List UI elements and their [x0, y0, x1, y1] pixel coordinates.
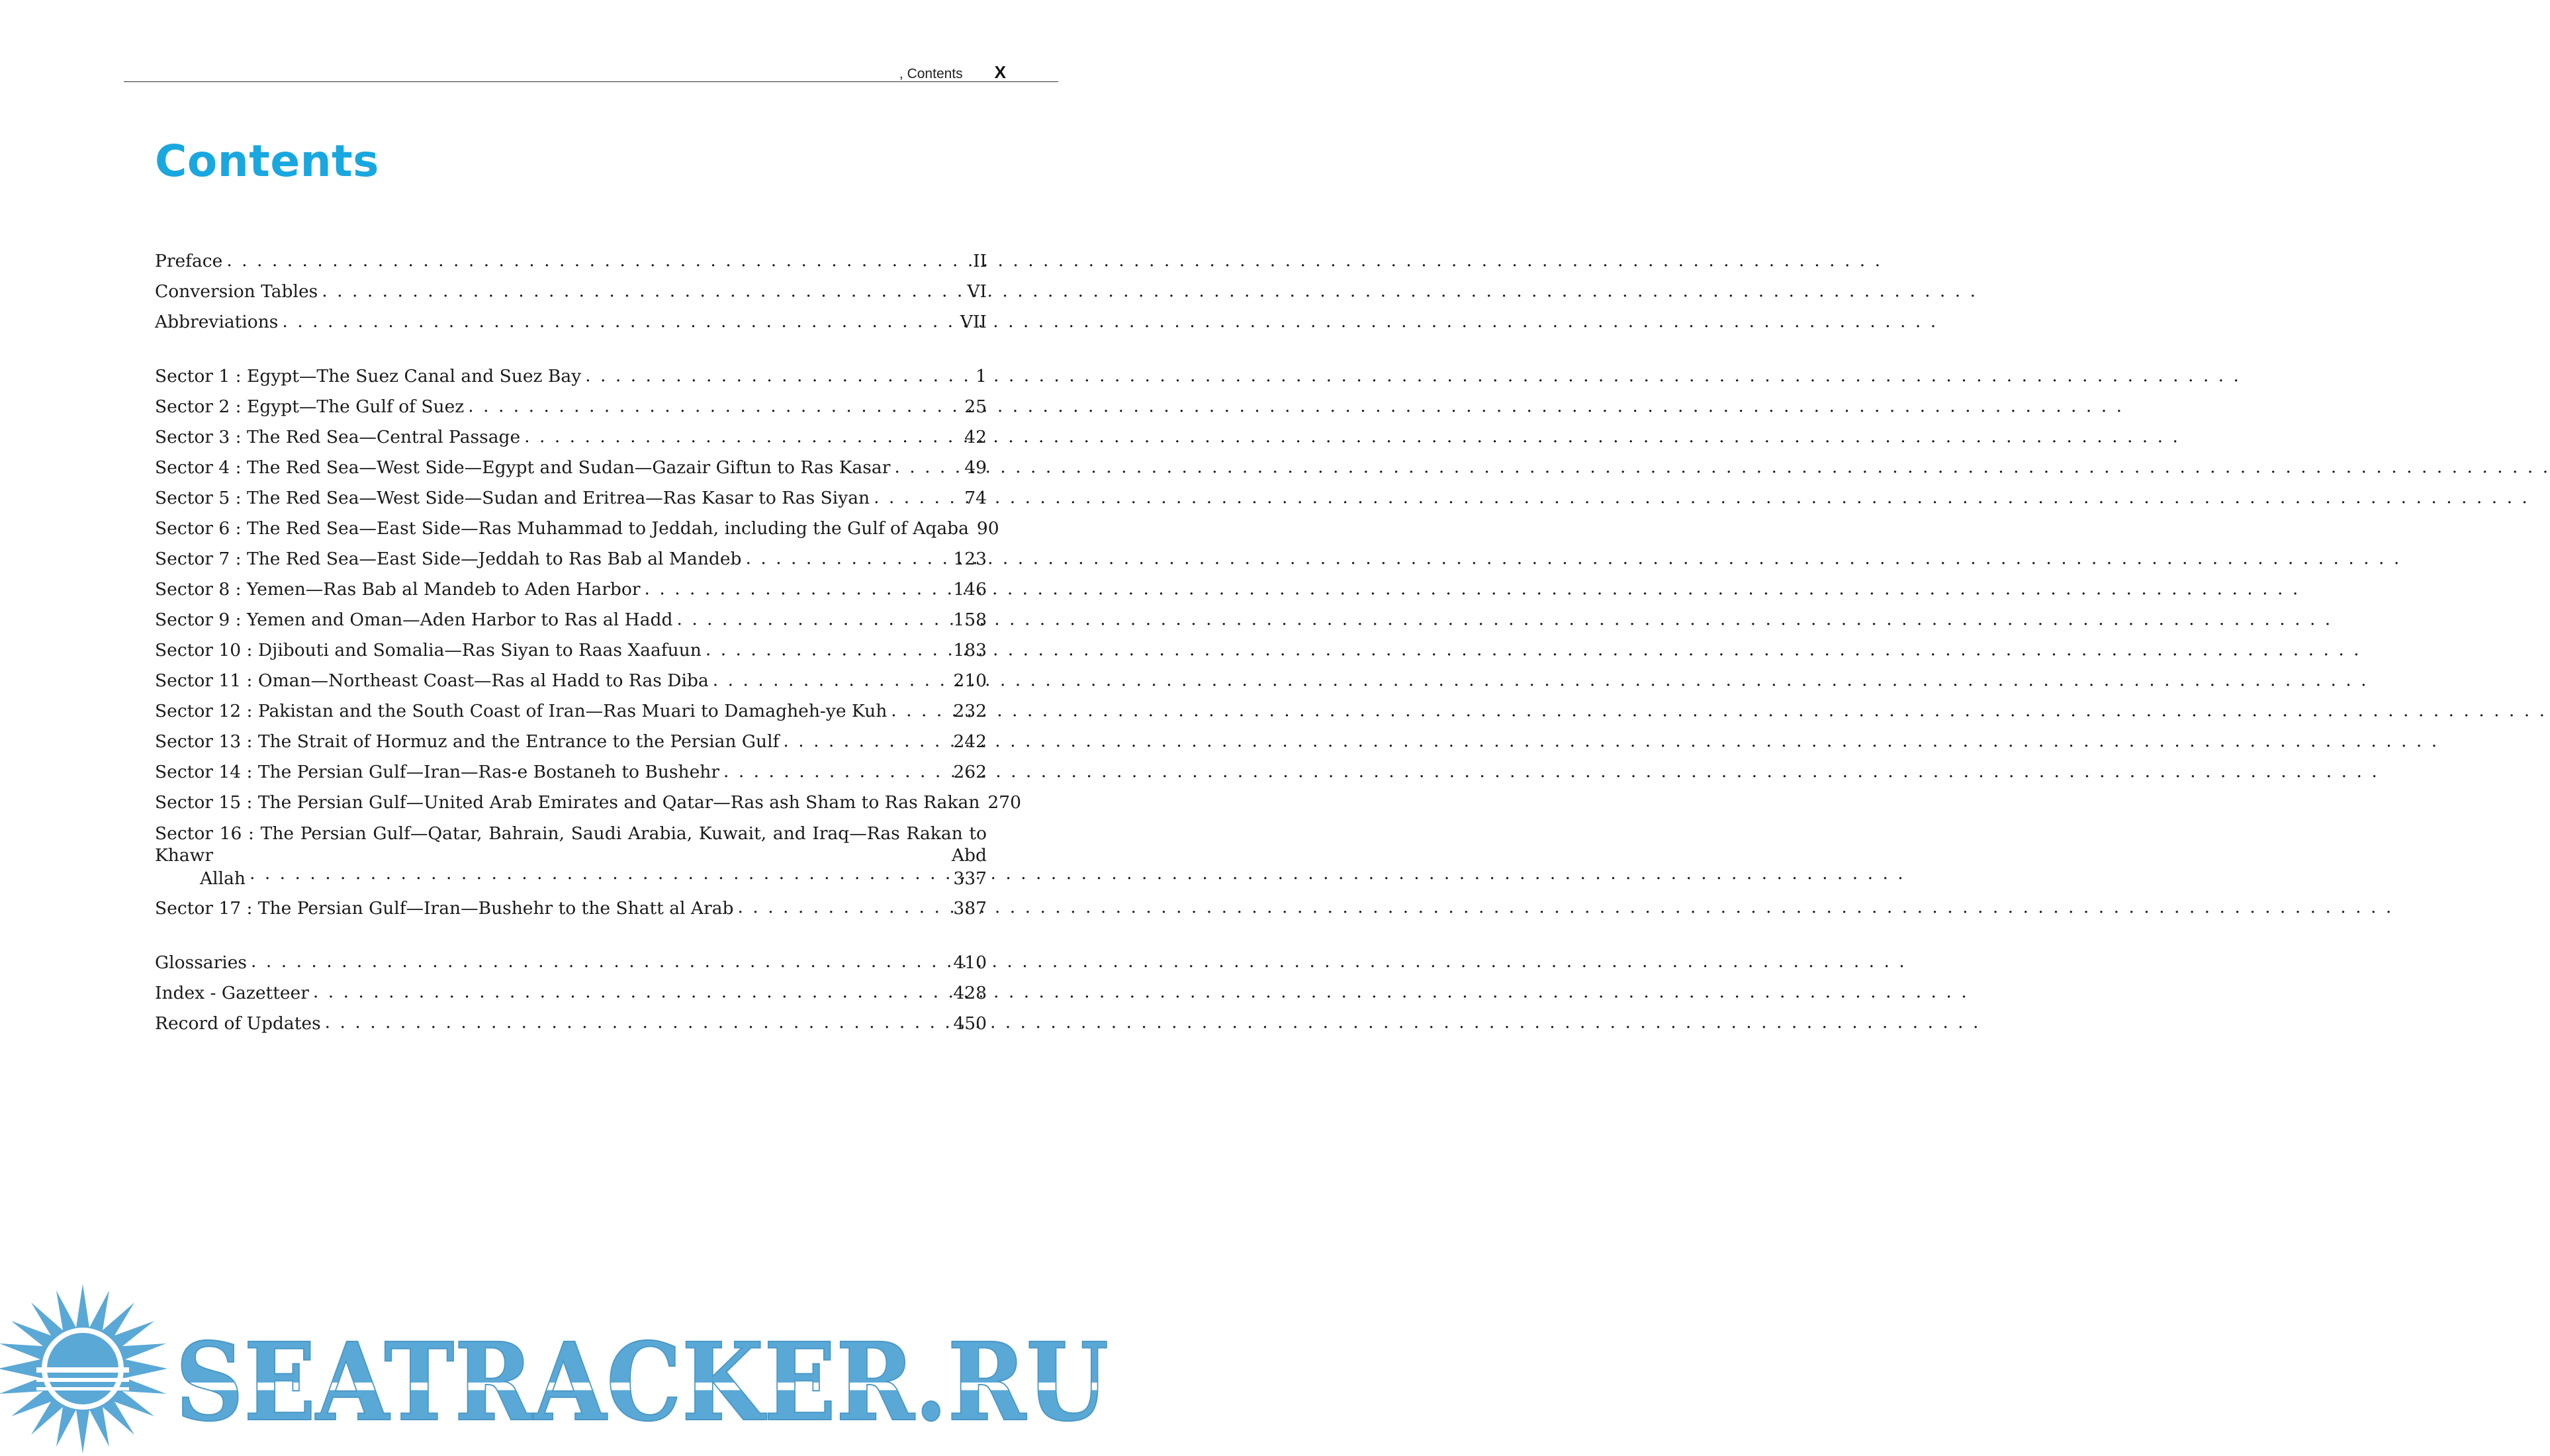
toc-entry-page: 123 [953, 549, 987, 569]
toc-entry-index-gazetteer[interactable] [155, 978, 987, 1009]
toc-entry-label: Sector 5 : The Red Sea—West Side—Sudan and Eritrea—Ras Kasar to Ras Siyan [155, 488, 870, 508]
toc-entry-page: 450 [953, 1013, 987, 1034]
toc-entry-sector-2[interactable] [155, 392, 987, 422]
toc-entry-sector-8[interactable] [155, 574, 987, 605]
toc-entry-sector-15[interactable] [155, 788, 1021, 818]
toc-entry-sector-9[interactable] [155, 605, 987, 635]
toc-entry-page: 232 [953, 701, 987, 721]
dot-leader [706, 639, 950, 657]
toc-entry-page: 410 [953, 952, 987, 973]
toc-entry-page: 183 [953, 640, 987, 660]
toc-entry-sector-17[interactable] [155, 893, 987, 924]
toc-entry-page: 428 [953, 982, 987, 1003]
running-title: , Contents [899, 66, 963, 81]
toc-entry-label: Preface [155, 251, 223, 271]
toc-entry-page: 74 [964, 488, 987, 508]
dot-leader [874, 486, 960, 504]
toc-entry-page: VII [960, 312, 987, 332]
toc-entry-sector-10[interactable] [155, 635, 987, 666]
dot-leader [313, 981, 950, 999]
toc-entry-page: 1 [976, 366, 987, 387]
watermark-text: SEATRACKER.RU [175, 1320, 1109, 1445]
toc-entry-page: 49 [964, 457, 987, 478]
dot-leader [891, 700, 949, 717]
dot-leader [645, 578, 950, 596]
dot-leader [738, 896, 950, 914]
dot-leader [251, 950, 949, 968]
toc-entry-page: 210 [953, 670, 987, 691]
toc-entry-label: Abbreviations [155, 312, 279, 332]
toc-entry-label: Sector 9 : Yemen and Oman—Aden Harbor to Ras al Hadd [155, 610, 673, 630]
toc-entry-page: 42 [964, 427, 987, 447]
toc-entry-label: Sector 15 : The Persian Gulf—United Arab Emirates and Qatar—Ras ash Sham to Ras Rakan [155, 792, 980, 813]
toc-entry-label: Index - Gazetteer [155, 982, 309, 1003]
toc-entry-page: II [973, 251, 987, 271]
toc-entry-label-line1: Sector 16 : The Persian Gulf—Qatar, Bahrain, Saudi Arabia, Kuwait, and Iraq—Ras Rakan to Khawr Abd [155, 823, 987, 866]
toc-entry-page: 242 [953, 731, 987, 752]
toc-entry-label: Record of Updates [155, 1013, 321, 1034]
toc-entry-label: Sector 6 : The Red Sea—East Side—Ras Muhammad to Jeddah, including the Gulf of Aqaba [155, 518, 969, 539]
toc-entry-label: Sector 2 : Egypt—The Gulf of Suez [155, 396, 465, 417]
toc-entry-glossaries[interactable] [155, 948, 987, 978]
toc-entry-label: Sector 13 : The Strait of Hormuz and the Entrance to the Persian Gulf [155, 731, 780, 752]
toc-entry-label: Sector 1 : Egypt—The Suez Canal and Suez Bay [155, 366, 582, 387]
toc-entry-label: Glossaries [155, 952, 248, 973]
toc-entry-label: Conversion Tables [155, 281, 318, 302]
toc-entry-page: 270 [987, 792, 1021, 813]
toc-entry-page: 90 [976, 518, 999, 539]
dot-leader [746, 547, 950, 565]
toc-entry-line2 [155, 866, 987, 889]
toc-entry-page: 146 [953, 579, 987, 600]
dot-leader [325, 1011, 950, 1029]
watermark [0, 1284, 1125, 1456]
toc-entry-sector-4[interactable] [155, 453, 987, 483]
toc-entry-preface[interactable] [155, 246, 987, 277]
toc-entry-label: Sector 17 : The Persian Gulf—Iran—Bushehr to the Shatt al Arab [155, 897, 734, 919]
toc-entry-label: Sector 14 : The Persian Gulf—Iran—Ras-e Bostaneh to Bushehr [155, 762, 719, 782]
toc-entry-sector-5[interactable] [155, 483, 987, 514]
toc-entry-page: 262 [953, 762, 987, 782]
toc-entry-label: Sector 8 : Yemen—Ras Bab al Mandeb to Aden Harbor [155, 579, 641, 600]
toc-entry-conversion-tables[interactable] [155, 277, 987, 307]
running-head [899, 62, 1006, 83]
toc-back-matter [155, 948, 987, 1039]
dot-leader [322, 280, 963, 298]
toc-entry-label: Sector 4 : The Red Sea—West Side—Egypt and Sudan—Gazair Giftun to Ras Kasar [155, 457, 891, 478]
dot-leader [894, 456, 960, 474]
toc-entry-label: Sector 10 : Djibouti and Somalia—Ras Siyan to Raas Xaafuun [155, 640, 702, 660]
dot-leader [524, 426, 960, 443]
dot-leader [282, 310, 956, 328]
dot-leader [226, 250, 969, 267]
dot-leader [783, 730, 949, 748]
table-of-contents [155, 246, 1021, 1039]
toc-sectors [155, 361, 1021, 924]
toc-entry-sector-16[interactable] [155, 818, 987, 893]
dot-leader [713, 669, 950, 687]
toc-entry-label-line2: Allah [200, 868, 246, 889]
toc-entry-sector-13[interactable] [155, 727, 987, 757]
toc-entry-sector-6[interactable] [155, 514, 999, 544]
toc-entry-label: Sector 11 : Oman—Northeast Coast—Ras al Hadd to Ras Diba [155, 670, 709, 691]
toc-entry-sector-12[interactable] [155, 696, 987, 727]
toc-entry-page: 387 [953, 897, 987, 919]
toc-entry-record-of-updates[interactable] [155, 1009, 987, 1039]
toc-entry-sector-14[interactable] [155, 757, 987, 788]
dot-leader [468, 395, 960, 413]
toc-entry-sector-11[interactable] [155, 666, 987, 696]
dot-leader [250, 866, 949, 884]
page-title: Contents [155, 136, 379, 187]
toc-entry-label: Sector 12 : Pakistan and the South Coast of Iran—Ras Muari to Damagheh-ye Kuh [155, 701, 888, 721]
dot-leader [723, 760, 949, 778]
page-number: X [994, 62, 1006, 82]
toc-entry-label: Sector 3 : The Red Sea—Central Passage [155, 427, 521, 447]
toc-entry-page: VI [967, 281, 987, 302]
toc-entry-sector-1[interactable] [155, 361, 987, 392]
toc-entry-sector-7[interactable] [155, 544, 987, 574]
sun-icon [0, 1284, 167, 1453]
toc-entry-page: 158 [953, 610, 987, 630]
toc-front-matter [155, 246, 987, 338]
dot-leader [676, 608, 949, 626]
dot-leader [585, 365, 972, 383]
toc-entry-page: 337 [953, 868, 987, 889]
toc-entry-page: 25 [964, 396, 987, 417]
toc-entry-abbreviations[interactable] [155, 307, 987, 338]
toc-entry-sector-3[interactable] [155, 422, 987, 453]
toc-entry-label: Sector 7 : The Red Sea—East Side—Jeddah to Ras Bab al Mandeb [155, 549, 742, 569]
